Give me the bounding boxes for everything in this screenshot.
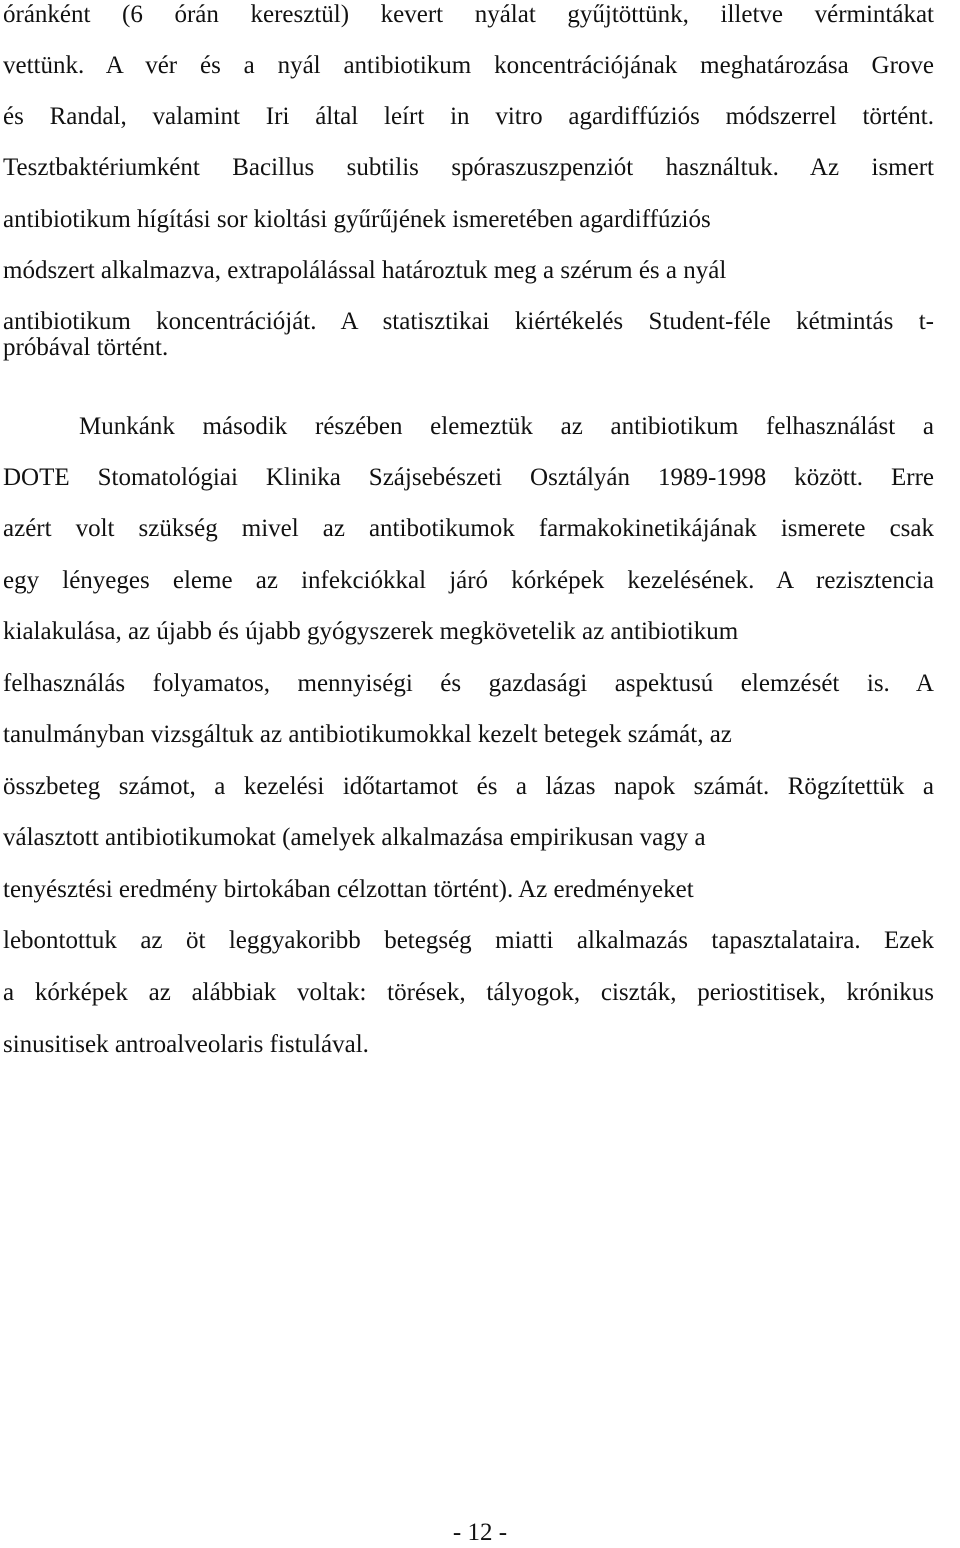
text-line: Tesztbaktériumként Bacillus subtilis spóraszuszpenziót használtuk. Az ismert — [3, 154, 934, 181]
text-line: antibiotikum hígítási sor kioltási gyűrűjének ismeretében agardiffúziós — [3, 206, 711, 233]
text-line: módszert alkalmazva, extrapolálással határoztuk meg a szérum és a nyál — [3, 257, 727, 284]
text-line: egy lényeges eleme az infekciókkal járó kórképek kezelésének. A rezisztencia — [3, 567, 934, 594]
text-line: próbával történt. — [3, 334, 169, 361]
text-line: azért volt szükség mivel az antibotikumok farmakokinetikájának ismerete csak — [3, 515, 934, 542]
text-line: és Randal, valamint Iri által leírt in vitro agardiffúziós módszerrel történt. — [3, 103, 934, 130]
text-line: felhasználás folyamatos, mennyiségi és gazdasági aspektusú elemzését is. A — [3, 670, 934, 697]
page-number: - 12 - — [452, 1519, 508, 1546]
text-line: összbeteg számot, a kezelési időtartamot és a lázas napok számát. Rögzítettük a — [3, 773, 934, 800]
text-line: kialakulása, az újabb és újabb gyógyszerek megkövetelik az antibiotikum — [3, 618, 739, 645]
text-line: választott antibiotikumokat (amelyek alkalmazása empirikusan vagy a — [3, 824, 706, 851]
text-line: óránként (6 órán keresztül) kevert nyálat gyűjtöttünk, illetve vérmintákat — [3, 1, 934, 28]
paragraph-first-line: Munkánk második részében elemeztük az antibiotikum felhasználást a — [79, 413, 934, 440]
text-line: tenyésztési eredmény birtokában célzottan történt). Az eredményeket — [3, 876, 694, 903]
text-line: a kórképek az alábbiak voltak: törések, tályogok, ciszták, periostitisek, krónikus — [3, 979, 934, 1006]
text-line: sinusitisek antroalveolaris fistulával. — [3, 1031, 369, 1058]
text-line: DOTE Stomatológiai Klinika Szájsebészeti Osztályán 1989-1998 között. Erre — [3, 464, 934, 491]
text-line: antibiotikum koncentrációját. A statisztikai kiértékelés Student-féle kétmintás t- — [3, 308, 934, 335]
text-line: tanulmányban vizsgáltuk az antibiotikumokkal kezelt betegek számát, az — [3, 721, 732, 748]
text-line: lebontottuk az öt leggyakoribb betegség miatti alkalmazás tapasztalataira. Ezek — [3, 927, 934, 954]
text-line: vettünk. A vér és a nyál antibiotikum koncentrációjának meghatározása Grove — [3, 52, 934, 79]
